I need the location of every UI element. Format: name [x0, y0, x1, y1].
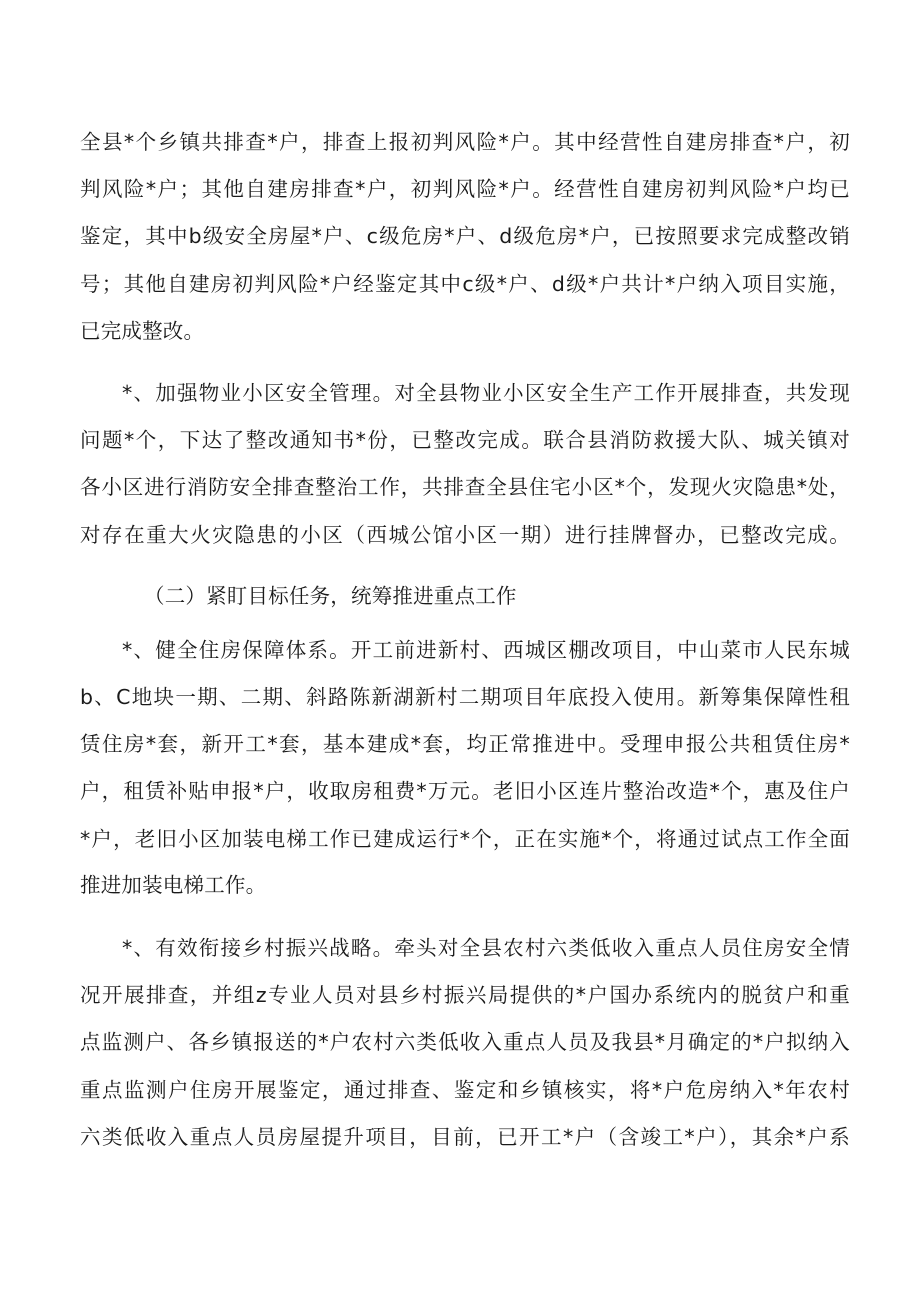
- paragraph-line: 鉴定，其中b级安全房屋*户、c级危房*户、d级危房*户，已按照要求完成整改销: [80, 224, 850, 248]
- paragraph-line: 号；其他自建房初判风险*户经鉴定其中c级*户、d级*户共计*户纳入项目实施，: [80, 272, 850, 296]
- paragraph-line: 推进加装电梯工作。: [80, 873, 267, 897]
- section-heading: （二）紧盯目标任务，统筹推进重点工作: [144, 584, 517, 608]
- paragraph-line: 户，租赁补贴申报*户，收取房租费*万元。老旧小区连片整治改造*个，惠及住户: [80, 779, 850, 803]
- paragraph-line: *户，老旧小区加装电梯工作已建成运行*个，正在实施*个，将通过试点工作全面: [80, 827, 850, 851]
- paragraph-line: 全县*个乡镇共排查*户，排查上报初判风险*户。其中经营性自建房排查*户，初: [80, 130, 850, 154]
- paragraph-line: 对存在重大火灾隐患的小区（西城公馆小区一期）进行挂牌督办，已整改完成。: [80, 523, 850, 547]
- paragraph-line: 重点监测户住房开展鉴定，通过排查、鉴定和乡镇核实，将*户危房纳入*年农村: [80, 1078, 850, 1102]
- paragraph-line: 判风险*户；其他自建房排查*户，初判风险*户。经营性自建房初判风险*户均已: [80, 177, 850, 201]
- paragraph-line: 已完成整改。: [80, 319, 205, 343]
- paragraph-line: *、健全住房保障体系。开工前进新村、西城区棚改项目，中山菜市人民东城: [122, 638, 850, 662]
- paragraph-line: 各小区进行消防安全排查整治工作，共排查全县住宅小区*个，发现火灾隐患*处，: [80, 475, 850, 499]
- paragraph-line: 问题*个，下达了整改通知书*份，已整改完成。联合县消防救援大队、城关镇对: [80, 428, 850, 452]
- paragraph-line: 点监测户、各乡镇报送的*户农村六类低收入重点人员及我县*月确定的*户拟纳入: [80, 1030, 850, 1054]
- paragraph-line: b、C地块一期、二期、斜路陈新湖新村二期项目年底投入使用。新筹集保障性租: [80, 685, 850, 709]
- paragraph-line: *、有效衔接乡村振兴战略。牵头对全县农村六类低收入重点人员住房安全情: [122, 936, 850, 960]
- paragraph-line: 况开展排查，并组z专业人员对县乡村振兴局提供的*户国办系统内的脱贫户和重: [80, 983, 850, 1007]
- paragraph-line: *、加强物业小区安全管理。对全县物业小区安全生产工作开展排查，共发现: [122, 381, 850, 405]
- paragraph-line: 赁住房*套，新开工*套，基本建成*套，均正常推进中。受理申报公共租赁住房*: [80, 732, 850, 756]
- paragraph-line: 六类低收入重点人员房屋提升项目，目前，已开工*户（含竣工*户），其余*户系: [80, 1125, 850, 1149]
